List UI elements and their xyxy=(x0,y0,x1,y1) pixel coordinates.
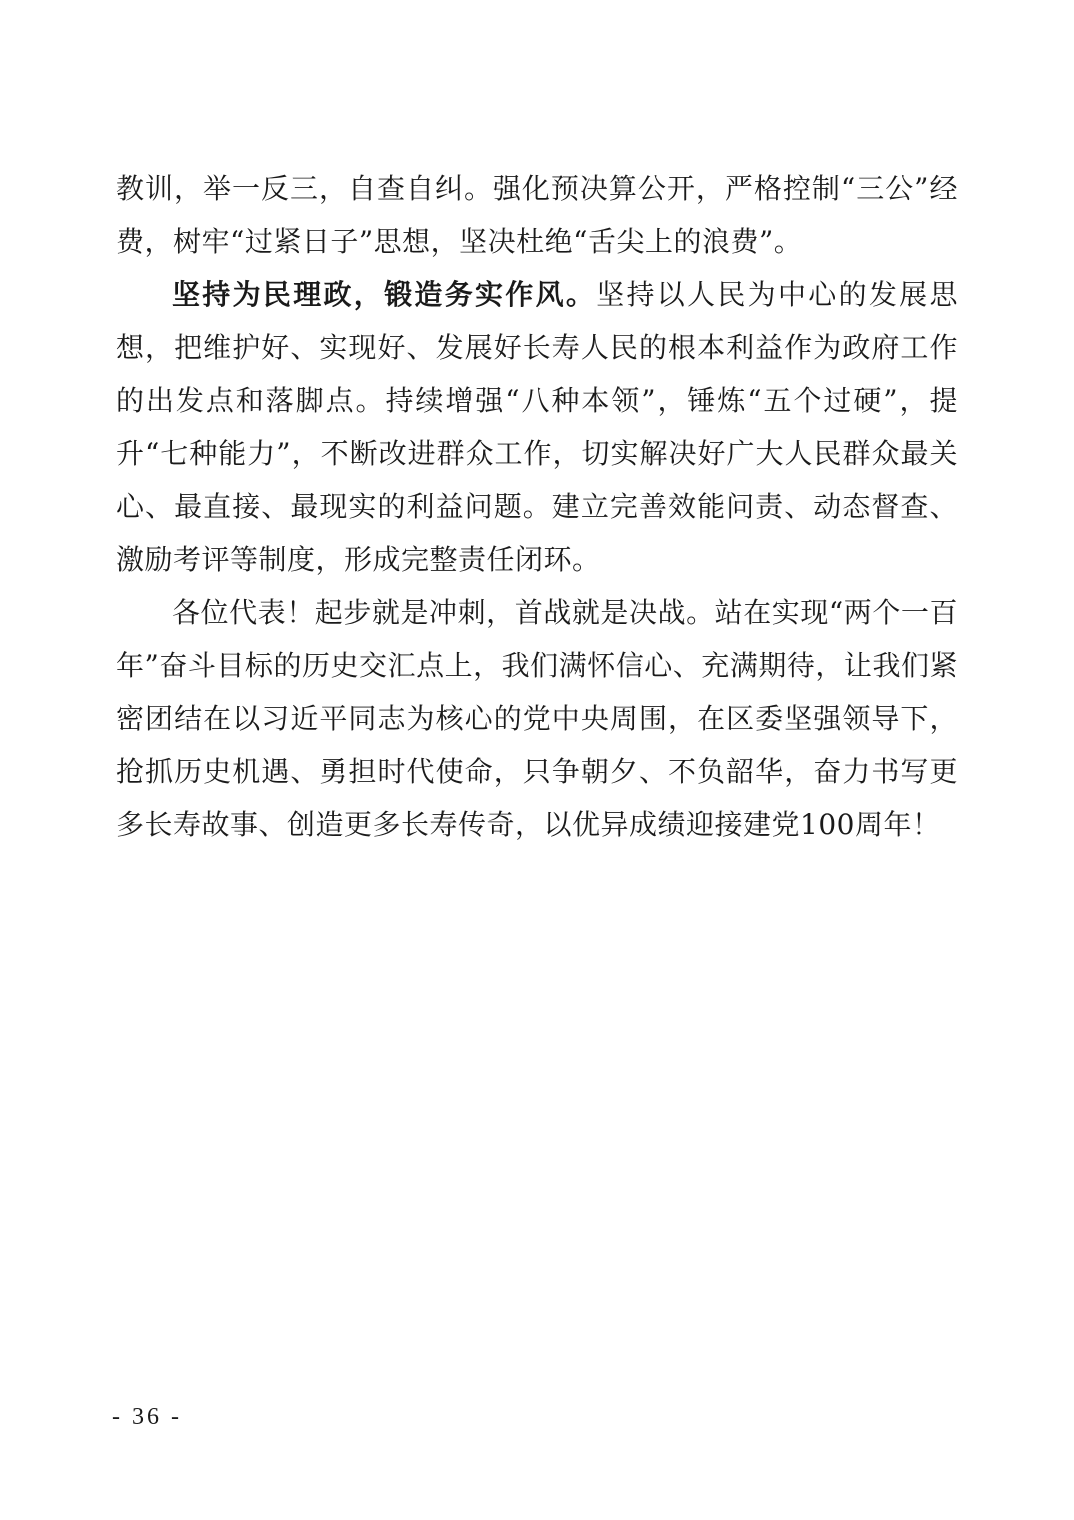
paragraph-text: 教训，举一反三，自查自纠。强化预决算公开，严格控制“三公”经费，树牢“过紧日子”思想，坚决杜绝“舌尖上的浪费”。 xyxy=(116,172,958,258)
paragraph-heading: 坚持为民理政，锻造务实作风。 xyxy=(172,278,597,311)
paragraph-text: 各位代表！起步就是冲刺，首战就是决战。站在实现“两个一百年”奋斗目标的历史交汇点上，我们满怀信心、充满期待，让我们紧密团结在以习近平同志为核心的党中央周围，在区委坚强领导下，抢抓历史机遇、勇担时代使命，只争朝夕、不负韶华，奋力书写更多长寿故事、创造更多长寿传奇，以优异成绩迎接建党100周年！ xyxy=(116,596,958,841)
paragraph-closing xyxy=(116,586,958,851)
paragraph-continuation xyxy=(116,162,958,268)
paragraph-pragmatic-style xyxy=(116,268,958,586)
document-body xyxy=(116,162,958,851)
page-number: - 36 - xyxy=(112,1404,182,1430)
paragraph-text: 坚持以人民为中心的发展思想，把维护好、实现好、发展好长寿人民的根本利益作为政府工作的出发点和落脚点。持续增强“八种本领”，锤炼“五个过硬”，提升“七种能力”，不断改进群众工作，切实解决好广大人民群众最关心、最直接、最现实的利益问题。建立完善效能问责、动态督查、激励考评等制度，形成完整责任闭环。 xyxy=(116,278,958,576)
